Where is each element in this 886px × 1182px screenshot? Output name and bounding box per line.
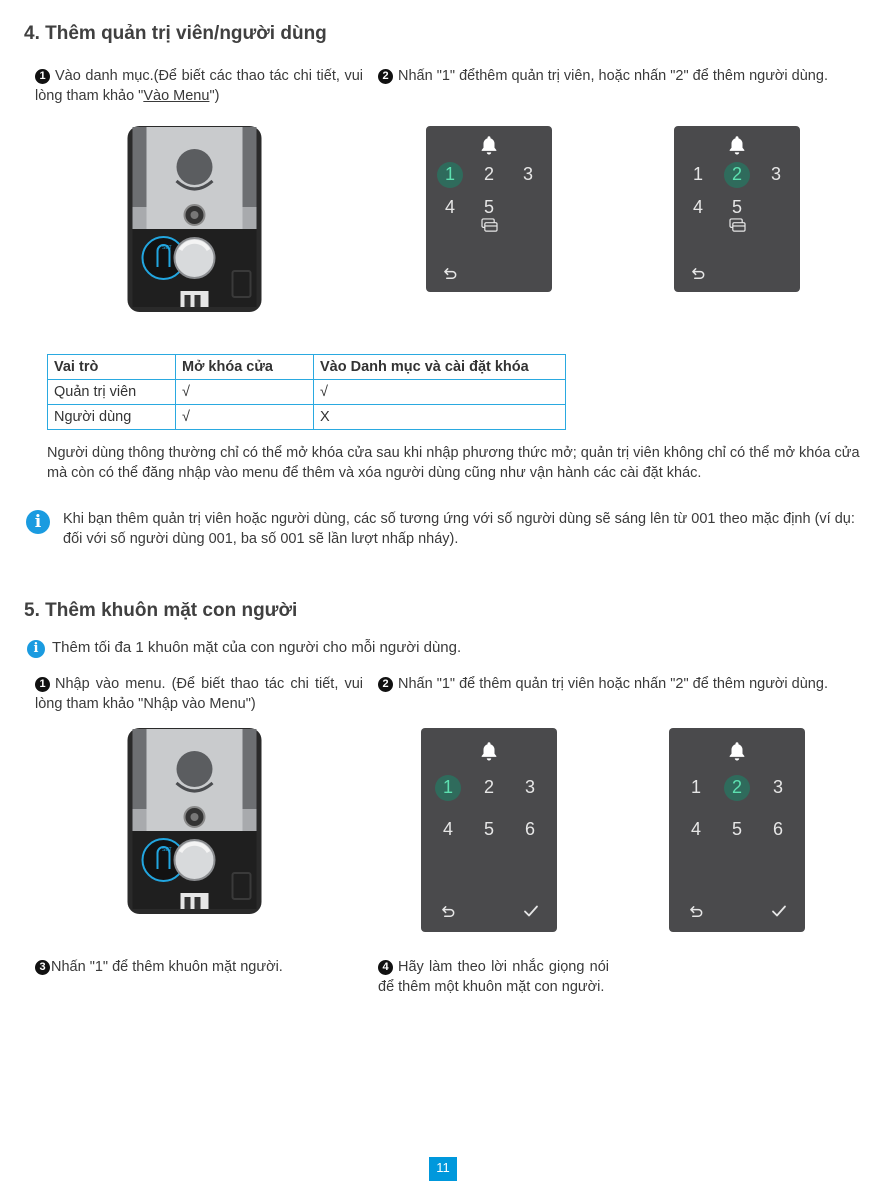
step-number-badge: 1 [35,677,50,692]
table-header: Mở khóa cửa [176,355,314,380]
back-arrow-icon[interactable] [689,904,704,919]
table-cell: √ [314,380,566,405]
info-note: Khi bạn thêm quản trị viên hoặc người dùng, các số tương ứng với số người dùng sẽ sáng lên từ 001 theo mặc định (ví dụ: đối với số người dùng 001, ba số 001 sẽ lần lượt nhấp nháy). [63,511,855,547]
key-1[interactable]: 1 [444,164,455,184]
keypad-face-user-selected [669,728,805,932]
key-3[interactable]: 3 [772,777,783,797]
info-icon: i [27,640,45,658]
key-5[interactable]: 5 [731,197,742,217]
roles-description: Người dùng thông thường chỉ có thể mở khóa cửa sau khi nhập phương thức mở; quản trị viên không chỉ có thể mở khóa cửa mà còn có thể đăng nhập vào menu để thêm và xóa người dùng cũng như vận hành các cài đặt khác. [47,445,860,481]
section4-title: 4. Thêm quản trị viên/người dùng [24,23,327,44]
section4-step2: 2 Nhấn "1" đểthêm quản trị viên, hoặc nhấn "2" để thêm người dùng. [378,66,868,86]
key-5[interactable]: 5 [731,819,742,839]
page-number: 11 [429,1157,457,1181]
key-2[interactable]: 2 [731,164,742,184]
table-header: Vào Danh mục và cài đặt khóa [314,355,566,380]
table-row [48,380,566,405]
section5-title: 5. Thêm khuôn mặt con người [24,600,298,621]
set-label: SET [162,847,172,853]
check-icon[interactable] [523,903,539,919]
table-row [48,405,566,430]
key-4[interactable]: 4 [690,819,701,839]
table-header-row [48,355,566,380]
key-1[interactable]: 1 [692,164,703,184]
table-cell: √ [176,380,314,405]
step-number-badge: 2 [378,69,393,84]
door-lock-image [126,125,263,313]
section4-step1: 1 Vào danh mục.(Để biết các thao tác chi tiết, vui lòng tham khảo "Vào Menu") [35,68,363,104]
key-2[interactable]: 2 [483,777,494,797]
back-arrow-icon[interactable] [443,266,458,281]
table-header: Vai trò [48,355,176,380]
keypad-admin-selected [426,126,552,292]
bell-icon [478,740,500,762]
keypad-user-selected [674,126,800,292]
check-icon[interactable] [771,903,787,919]
card-icon [729,218,746,233]
step-number-badge: 1 [35,69,50,84]
set-label: SET [162,245,172,251]
key-5[interactable]: 5 [483,819,494,839]
key-1[interactable]: 1 [442,777,453,797]
face-limit-note: Thêm tối đa 1 khuôn mặt của con người cho mỗi người dùng. [52,639,462,656]
table-cell: X [314,405,566,430]
bell-icon [726,134,748,156]
step-number-badge: 4 [378,960,393,975]
card-icon [481,218,498,233]
menu-link[interactable]: Vào Menu [143,88,210,104]
step-number-badge: 2 [378,677,393,692]
key-2[interactable]: 2 [483,164,494,184]
keypad-face-admin-selected [421,728,557,932]
key-3[interactable]: 3 [770,164,781,184]
key-3[interactable]: 3 [524,777,535,797]
table-cell: √ [176,405,314,430]
door-lock-image [126,727,263,915]
roles-table [47,354,566,430]
section5-step2: 2 Nhấn "1" để thêm quản trị viên hoặc nhấn "2" để thêm người dùng. [378,674,859,694]
key-3[interactable]: 3 [522,164,533,184]
key-4[interactable]: 4 [444,197,455,217]
back-arrow-icon[interactable] [441,904,456,919]
table-cell: Quản trị viên [48,380,176,405]
info-icon: i [26,510,50,534]
bell-icon [478,134,500,156]
section5-step3: 3 Nhấn "1" để thêm khuôn mặt người. [35,957,365,977]
section5-step1: 1 Nhập vào menu. (Để biết thao tác chi tiết, vui lòng tham khảo "Nhập vào Menu") [35,676,363,712]
section5-step4: 4 Hãy làm theo lời nhắc giọng nói để thêm một khuôn mặt con người. [378,959,609,995]
key-4[interactable]: 4 [692,197,703,217]
key-1[interactable]: 1 [690,777,701,797]
table-cell: Người dùng [48,405,176,430]
step-number-badge: 3 [35,960,50,975]
bell-icon [726,740,748,762]
key-6[interactable]: 6 [772,819,783,839]
key-5[interactable]: 5 [483,197,494,217]
key-2[interactable]: 2 [731,777,742,797]
key-6[interactable]: 6 [524,819,535,839]
key-4[interactable]: 4 [442,819,453,839]
back-arrow-icon[interactable] [691,266,706,281]
